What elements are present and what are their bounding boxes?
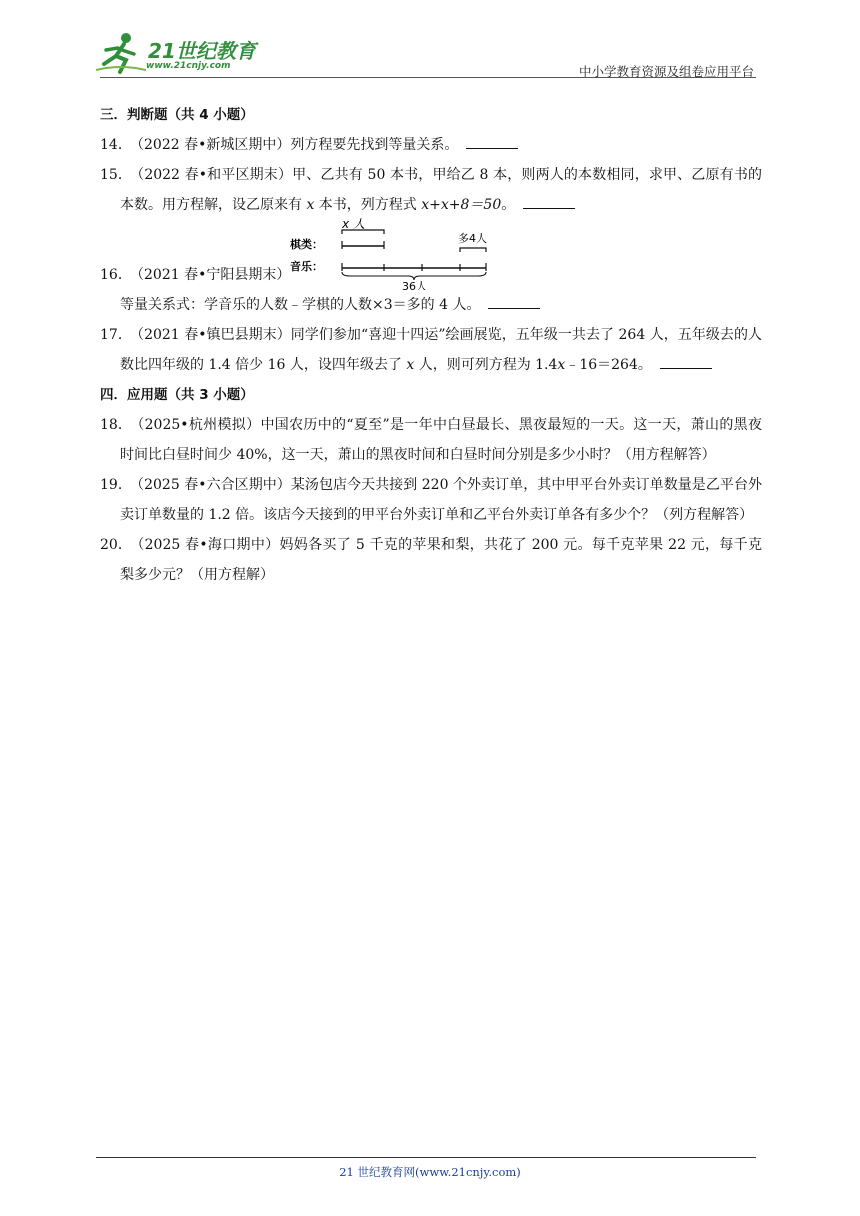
question-source: （2021 春•宁阳县期末） <box>130 267 291 283</box>
diagram-label-x: x 人 <box>342 217 365 231</box>
question-number: 20． <box>100 537 132 553</box>
question-text: 等量关系式：学音乐的人数﹣学棋的人数×3＝多的 4 人。 <box>120 297 481 313</box>
section-title-judgment: 三．判断题（共 4 小题） <box>100 107 254 123</box>
page-footer[interactable]: 21 世纪教育网(www.21cnjy.com) <box>339 1165 521 1179</box>
question-content <box>100 100 762 590</box>
question-19 <box>100 470 762 530</box>
question-text: （2022 春•和平区期末）甲、乙共有 50 本书，甲给乙 8 本，则两人的本数相同，求甲、乙原有书的本数。用方程解，设乙原来有 <box>120 167 762 213</box>
question-text: 本书，列方程式 <box>314 197 422 213</box>
question-14 <box>100 130 762 160</box>
question-number: 17． <box>100 327 132 343</box>
footer-divider <box>96 1157 756 1158</box>
diagram-label-music: 音乐： <box>290 260 323 273</box>
question-number: 19． <box>100 477 132 493</box>
variable: x <box>557 357 566 373</box>
answer-blank[interactable] <box>660 354 712 369</box>
page-header <box>96 30 756 78</box>
answer-blank[interactable] <box>488 294 540 309</box>
runner-logo-icon <box>96 30 146 76</box>
variable: x <box>406 357 415 373</box>
question-15 <box>100 160 762 220</box>
equation: x+x+8＝50 <box>421 197 502 213</box>
site-logo <box>96 30 266 76</box>
question-text: （2021 春•镇巴县期末）同学们参加“喜迎十四运”绘画展览，五年级一共去了 264 人，五年级去的人数比四年级的 1.4 倍少 16 人，设四年级去了 <box>120 327 762 373</box>
question-18 <box>100 410 762 470</box>
diagram-label-total: 36人 <box>402 280 427 290</box>
question-number: 16． <box>100 267 132 283</box>
question-text: （2025 春•六合区期中）某汤包店今天共接到 220 个外卖订单，其中甲平台外卖订单数量是乙平台外卖订单数量的 1.2 倍。该店今天接到的甲平台外卖订单和乙平台外卖订单各有多少个？（列方程解答） <box>120 477 762 523</box>
question-text: 。 <box>501 197 516 213</box>
header-platform-name: 中小学教育资源及组卷应用平台 <box>578 64 754 79</box>
question-text: （2025•杭州模拟）中国农历中的“夏至”是一年中白昼最长、黑夜最短的一天。这一天，萧山的黑夜时间比白昼时间少 40%，这一天，萧山的黑夜时间和白昼时间分别是多少小时？（用方程解答） <box>120 417 762 463</box>
variable: x <box>306 197 315 213</box>
question-text: （2022 春•新城区期中）列方程要先找到等量关系。 <box>130 137 459 153</box>
question-number: 15． <box>100 167 132 183</box>
question-20 <box>100 530 762 590</box>
answer-blank[interactable] <box>523 194 575 209</box>
question-16-body <box>100 290 762 320</box>
line-segment-diagram <box>100 217 762 290</box>
answer-blank[interactable] <box>466 134 518 149</box>
section-title-application: 四．应用题（共 3 小题） <box>100 387 254 403</box>
diagram-label-chess: 棋类： <box>290 238 323 251</box>
question-number: 14． <box>100 137 132 153</box>
question-text: 人，则可列方程为 1.4 <box>414 357 558 373</box>
question-text: ﹣16＝264。 <box>565 357 652 373</box>
logo-url: www.21cnjy.com <box>146 61 231 71</box>
question-17 <box>100 320 762 380</box>
diagram-label-more: 多4人 <box>458 232 487 245</box>
logo-text: 21世纪教育 <box>148 39 256 63</box>
header-divider <box>100 77 756 78</box>
question-number: 18． <box>100 417 132 433</box>
question-text: （2025 春•海口期中）妈妈各买了 5 千克的苹果和梨，共花了 200 元。每千克苹果 22 元，每千克梨多少元？（用方程解） <box>120 537 762 583</box>
